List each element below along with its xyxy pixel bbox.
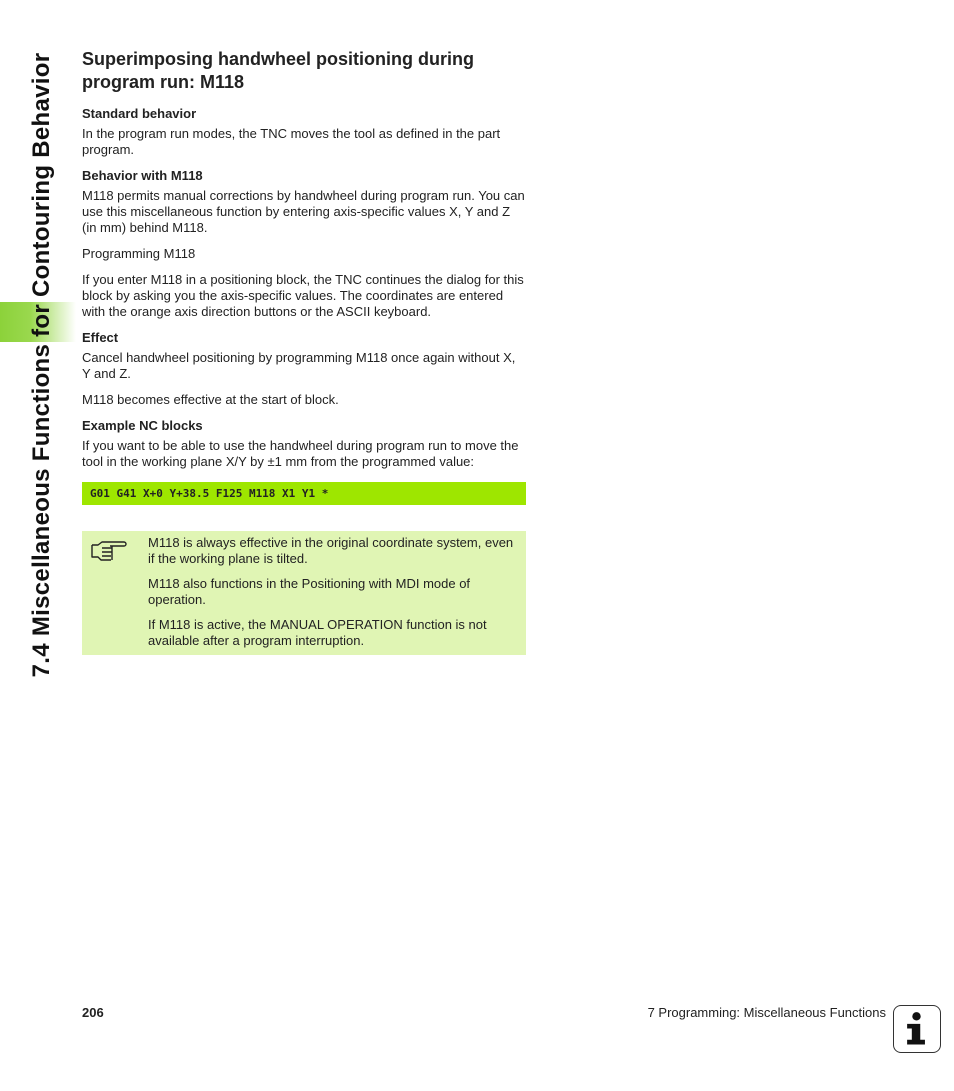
section-standard	[82, 106, 526, 158]
section-heading: Standard behavior	[82, 106, 197, 121]
nc-code-block: G01 G41 X+0 Y+38.5 F125 M118 X1 Y1 *	[82, 482, 526, 505]
info-icon	[893, 1005, 941, 1053]
paragraph: M118 permits manual corrections by handwheel during program run. You can use this miscellaneous function by entering axis-specific values X, Y and Z (in mm) behind M118.	[82, 188, 525, 235]
note-text: M118 also functions in the Positioning with MDI mode of operation.	[148, 576, 471, 607]
section-behavior	[82, 168, 526, 320]
chapter-side-title: 7.4 Miscellaneous Functions for Contouring Behavior	[28, 52, 55, 678]
section-effect	[82, 330, 526, 408]
paragraph: If you want to be able to use the handwheel during program run to move the tool in the working plane X/Y by ±1 mm from the programmed value:	[82, 438, 519, 469]
paragraph: If you enter M118 in a positioning block, the TNC continues the dialog for this block by asking you the axis-specific values. The coordinates are entered with the orange axis direction buttons or the ASCII keyboard.	[82, 272, 524, 319]
note-text: M118 is always effective in the original coordinate system, even if the working plane is tilted.	[148, 535, 514, 566]
main-content	[82, 48, 526, 655]
page-title: Superimposing handwheel positioning during program run: M118	[82, 49, 474, 92]
section-heading: Example NC blocks	[82, 418, 203, 433]
paragraph: Cancel handwheel positioning by programming M118 once again without X, Y and Z.	[82, 350, 516, 381]
note-text: If M118 is active, the MANUAL OPERATION function is not available after a program interruption.	[148, 617, 487, 648]
paragraph: In the program run modes, the TNC moves the tool as defined in the part program.	[82, 126, 501, 157]
pointing-hand-icon	[90, 539, 128, 563]
section-heading: Behavior with M118	[82, 168, 203, 183]
page-number: 206	[82, 1005, 104, 1020]
note-box	[82, 531, 526, 655]
footer-chapter: 7 Programming: Miscellaneous Functions	[647, 1005, 886, 1020]
section-heading: Effect	[82, 330, 119, 345]
paragraph: Programming M118	[82, 246, 196, 261]
section-example	[82, 418, 526, 470]
paragraph: M118 becomes effective at the start of block.	[82, 392, 339, 407]
